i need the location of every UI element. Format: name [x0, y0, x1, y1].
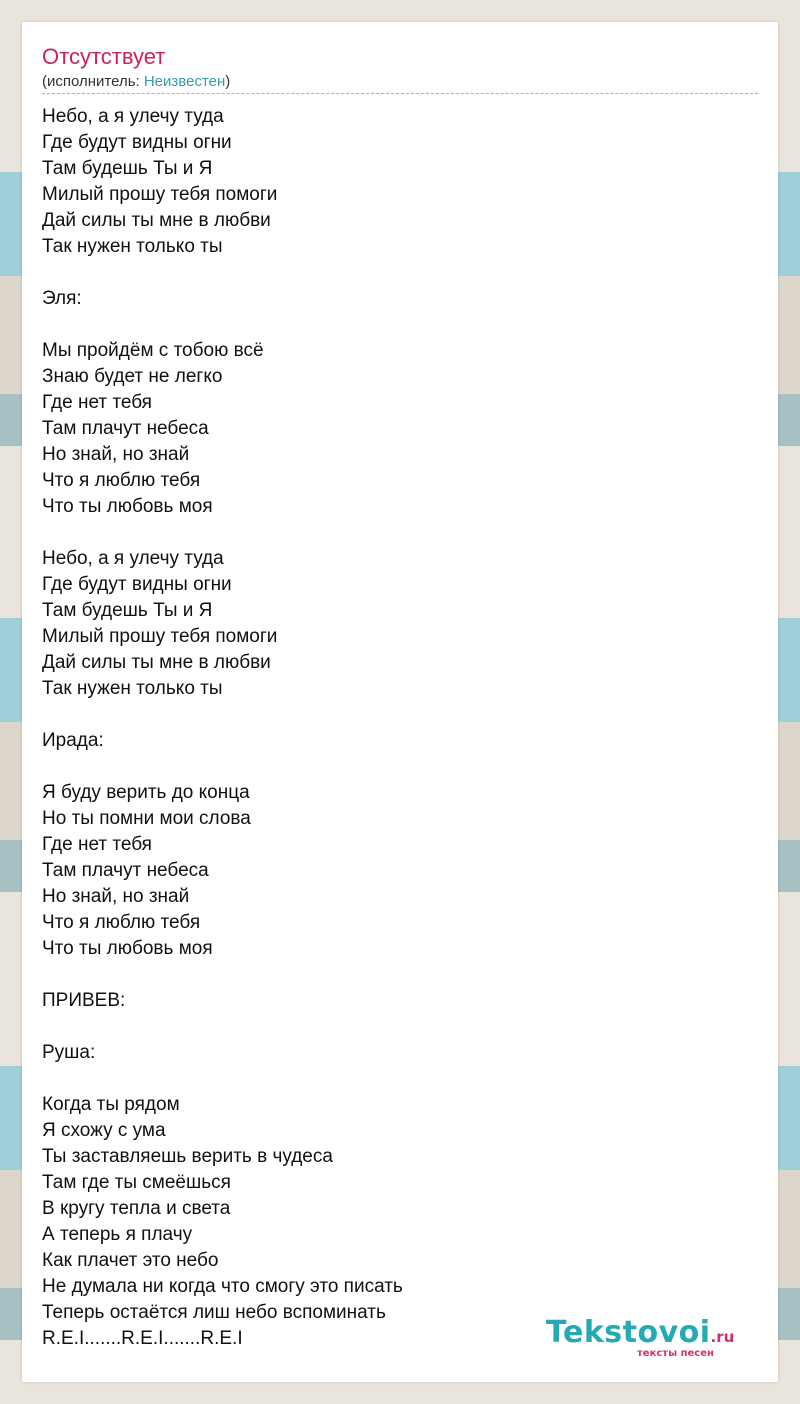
lyric-line: Милый прошу тебя помоги	[42, 184, 278, 205]
lyric-line: Ты заставляешь верить в чудеса	[42, 1146, 333, 1167]
lyric-line: Не думала ни когда что смогу это писать	[42, 1276, 403, 1297]
lyric-line: Там плачут небеса	[42, 418, 209, 439]
lyric-line: Когда ты рядом	[42, 1094, 180, 1115]
lyric-line: Руша:	[42, 1042, 96, 1063]
lyric-line: Где нет тебя	[42, 392, 152, 413]
lyric-line: Там где ты смеёшься	[42, 1172, 231, 1193]
lyric-line: Что я люблю тебя	[42, 912, 201, 933]
lyric-line: R.E.I.......R.E.I.......R.E.I	[42, 1328, 243, 1349]
lyric-line: А теперь я плачу	[42, 1224, 193, 1245]
lyric-line: Я буду верить до конца	[42, 782, 250, 803]
lyric-line: Что я люблю тебя	[42, 470, 201, 491]
lyric-line: Теперь остаётся лиш небо вспоминать	[42, 1302, 386, 1323]
lyric-line: Я схожу с ума	[42, 1120, 166, 1141]
lyric-line: Знаю будет не легко	[42, 366, 223, 387]
lyric-line: Что ты любовь моя	[42, 496, 213, 517]
lyric-line	[42, 520, 742, 546]
lyric-line: Дай силы ты мне в любви	[42, 652, 271, 673]
lyric-line	[42, 1066, 742, 1092]
lyric-line: Где нет тебя	[42, 834, 152, 855]
lyric-line: Но знай, но знай	[42, 886, 190, 907]
lyric-line: Милый прошу тебя помоги	[42, 626, 278, 647]
lyric-line: Ирада:	[42, 730, 104, 751]
lyric-line: Что ты любовь моя	[42, 938, 213, 959]
logo-tagline: тексты песен	[637, 1348, 714, 1359]
lyric-line: Там плачут небеса	[42, 860, 209, 881]
logo-tld: .ru	[710, 1328, 735, 1346]
lyric-line	[42, 702, 742, 728]
lyric-line	[42, 312, 742, 338]
lyrics-text	[42, 104, 742, 1352]
lyric-line: Но ты помни мои слова	[42, 808, 251, 829]
lyrics-card	[22, 22, 778, 1382]
artist-link[interactable]: Неизвестен	[143, 73, 226, 90]
lyric-line: Небо, а я улечу туда	[42, 106, 224, 127]
lyric-line: В кругу тепла и света	[42, 1198, 231, 1219]
lyric-line: Небо, а я улечу туда	[42, 548, 224, 569]
lyric-line: Там будешь Ты и Я	[42, 158, 213, 179]
lyric-line	[42, 1014, 742, 1040]
lyric-line: Там будешь Ты и Я	[42, 600, 213, 621]
artist-label: (исполнитель:	[42, 73, 144, 90]
lyric-line: Дай силы ты мне в любви	[42, 210, 271, 231]
lyric-line: Так нужен только ты	[42, 236, 223, 257]
lyric-line: ПРИВЕВ:	[42, 990, 126, 1011]
lyric-line: Где будут видны огни	[42, 574, 232, 595]
lyric-line	[42, 260, 742, 286]
lyric-line	[42, 754, 742, 780]
artist-line	[42, 72, 230, 92]
lyric-line: Так нужен только ты	[42, 678, 223, 699]
lyric-line: Эля:	[42, 288, 82, 309]
artist-close: )	[225, 73, 231, 90]
lyric-line: Как плачет это небо	[42, 1250, 219, 1271]
song-title: Отсутствует	[42, 44, 166, 69]
lyric-line: Мы пройдём с тобою всё	[42, 340, 264, 361]
lyric-line: Но знай, но знай	[42, 444, 190, 465]
logo-name: Tekstovoi	[546, 1315, 711, 1350]
lyric-line: Где будут видны огни	[42, 132, 232, 153]
lyric-line	[42, 962, 742, 988]
title-divider	[42, 93, 758, 94]
